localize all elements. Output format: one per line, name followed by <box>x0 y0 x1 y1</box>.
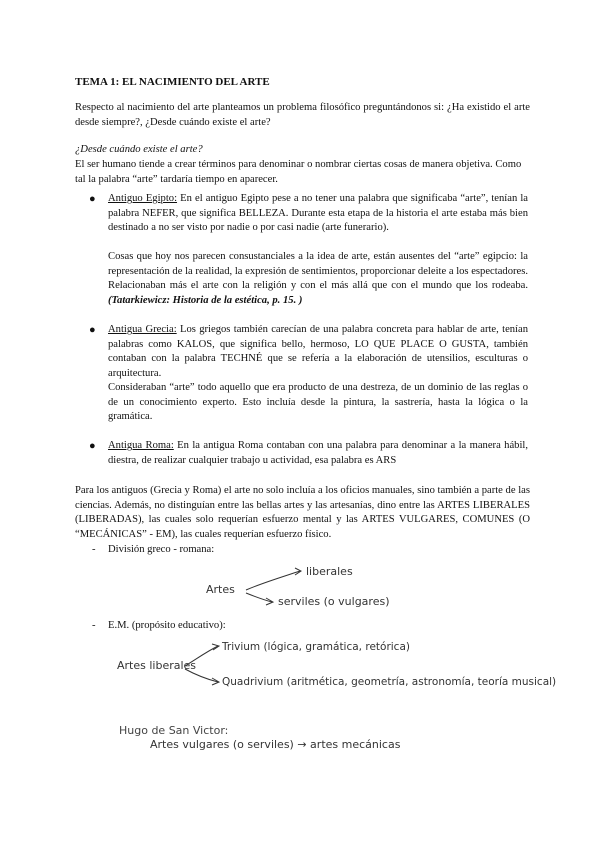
diagram2-branch-quadrivium: Quadrivium (aritmética, geometría, astronomía, teoría musical) <box>222 676 557 688</box>
grecia-text: Los griegos también carecían de una palabra concreta para hablar de arte, tenían palabras como KALOS, que significa bello, hermoso, LO QUE PLACE O GUSTA, también contaban con la palabra TECHNÉ que se refería a la elaboración de utensilios, esculturas o arquitectura. <box>108 324 529 379</box>
diagram1-branch-serviles: serviles (o vulgares) <box>278 595 390 608</box>
arrow-liberales-trivium <box>185 646 218 666</box>
intro-paragraph: Respecto al nacimiento del arte planteamos un problema filosófico preguntándonos si: ¿Ha existido el arte desde siempre?, ¿Desde cuándo existe el arte? <box>75 102 530 128</box>
bullet-egipto: ● <box>89 193 96 205</box>
roma-label: Antigua Roma: <box>108 440 174 451</box>
dash-em: - <box>92 620 96 631</box>
page-title: TEMA 1: EL NACIMIENTO DEL ARTE <box>75 76 270 88</box>
paragraph-humans: El ser humano tiende a crear términos para denominar o nombrar ciertas cosas de manera objetiva. Como tal la palabra “arte” tardaría tiempo en aparecer. <box>75 159 522 185</box>
arrow-artes-serviles <box>246 593 272 602</box>
diagram1-root: Artes <box>206 583 235 596</box>
roma-text: En la antigua Roma contaban con una palabra para denominar a la manera hábil, diestra, de realizar cualquier trabajo u actividad, esa palabra es ARS <box>108 440 529 466</box>
diagram1-branch-liberales: liberales <box>306 565 353 578</box>
bullet-roma: ● <box>89 440 96 452</box>
bullet-grecia: ● <box>89 324 96 336</box>
dash-division: - <box>92 544 96 555</box>
section-question: ¿Desde cuándo existe el arte? <box>75 144 203 155</box>
grecia-label: Antigua Grecia: <box>108 324 177 335</box>
paragraph-antiguos: Para los antiguos (Grecia y Roma) el arte no solo incluía a los oficios manuales, sino también a parte de las ciencias. Además, no distinguían entre las bellas artes y las artesanías, dino entre las ARTES LIBERALES (LIBERADAS), las cuales solo requerían esfuerzo mental y las ARTES VULGARES, COMUNES (O “MECÁNICAS” - EM), las cuales requerían esfuerzo físico. <box>75 485 530 540</box>
diagram2-root: Artes liberales <box>117 659 197 672</box>
division-label: División greco - romana: <box>108 544 215 555</box>
hugo-line: Artes vulgares (o serviles) → artes mecánicas <box>150 738 401 751</box>
egipto-citation: (Tatarkiewicz: Historia de la estética, p. 15. ) <box>108 294 303 306</box>
egipto-text-2: Cosas que hoy nos parecen consustanciales a la idea de arte, están ausentes del “arte” egipcio: la representación de la realidad, la expresión de sentimientos, proporcionar deleite a los espectadores. Relacionaban más el arte con la religión y con el más allá que con el mundo que los rodeaba. <box>108 251 528 292</box>
egipto-text: En el antiguo Egipto pese a no tener una palabra que significaba “arte”, tenían la palabra NEFER, que significa BELLEZA. Durante esta etapa de la historia el arte estaba más bien destinado a no ser visto por nadie o por casi nadie (arte funerario). <box>108 193 528 234</box>
diagram2-branch-trivium: Trivium (lógica, gramática, retórica) <box>222 641 410 653</box>
arrow-liberales-quadrivium <box>185 669 218 682</box>
em-label: E.M. (propósito educativo): <box>108 620 226 631</box>
hugo-name: Hugo de San Victor: <box>119 724 229 737</box>
arrow-artes-liberales <box>246 571 300 590</box>
grecia-paragraph-2: Consideraban “arte” todo aquello que era producto de una destreza, de un dominio de las reglas o de un conocimiento experto. Esto incluía desde la pintura, la sastrería, hasta la lógica o la gramática. <box>108 382 528 423</box>
egipto-label: Antiguo Egipto: <box>108 193 178 204</box>
